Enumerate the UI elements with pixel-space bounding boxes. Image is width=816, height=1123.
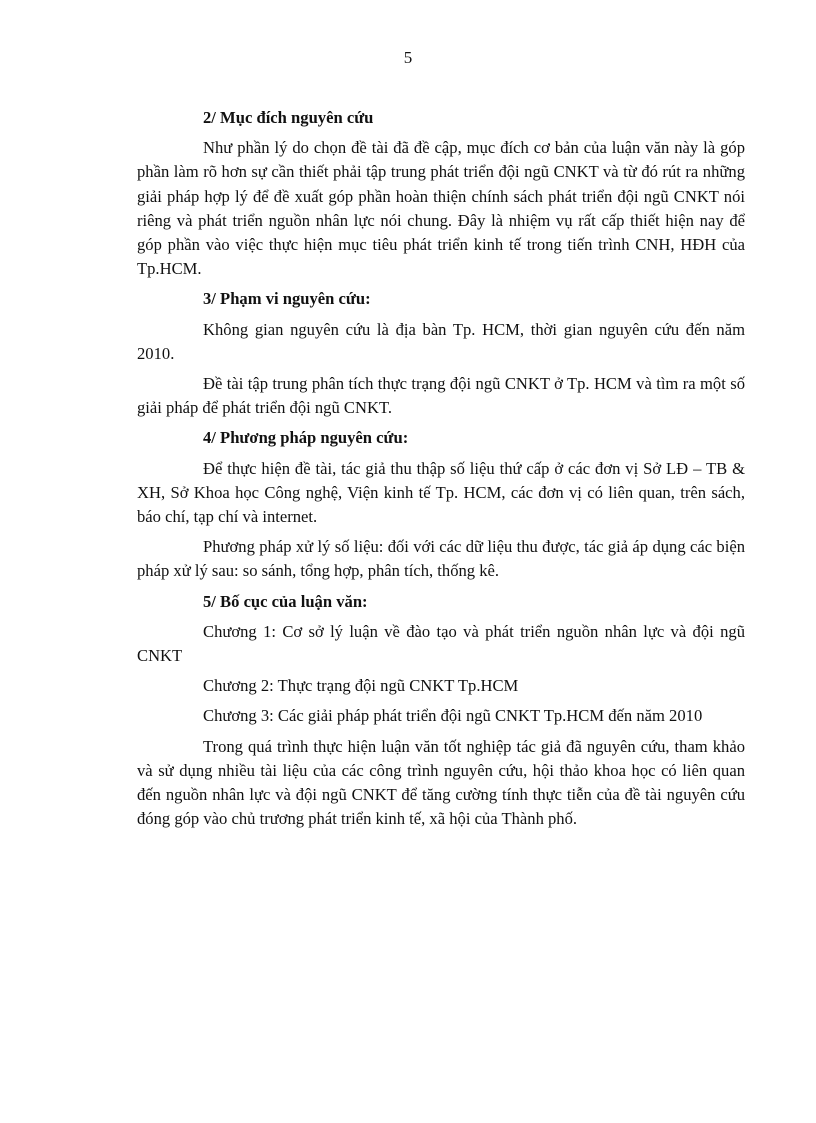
section-heading: 4/ Phương pháp nguyên cứu: (203, 428, 409, 448)
section-heading: 5/ Bố cục của luận văn: (203, 591, 368, 611)
paragraph: Phương pháp xử lý số liệu: đối với các dữ liệu thu được, tác giả áp dụng các biện pháp xử lý sau: so sánh, tổng hợp, phân tích, thống kê. (137, 537, 745, 581)
paragraph: Như phần lý do chọn đề tài đã đề cập, mục đích cơ bản của luận văn này là góp phần làm rõ hơn sự cần thiết phải tập trung phát triển đội ngũ CNKT và từ đó rút ra những giải pháp hợp lý để đề xuất góp phần hoàn thiện chính sách phát triển đội ngũ CNKT nói riêng và phát triển nguồn nhân lực nói chung. Đây là nhiệm vụ rất cấp thiết hiện nay để góp phần vào việc thực hiện mục tiêu phát triển kinh tế trong tiến trình CNH, HĐH của Tp.HCM. (137, 138, 745, 279)
paragraph: Để thực hiện đề tài, tác giả thu thập số liệu thứ cấp ở các đơn vị Sở LĐ – TB & XH, Sở Khoa học Công nghệ, Viện kinh tế Tp. HCM, các đơn vị có liên quan, trên sách, báo chí, tạp chí và internet. (137, 458, 745, 527)
paragraph: Không gian nguyên cứu là địa bàn Tp. HCM, thời gian nguyên cứu đến năm 2010. (137, 319, 745, 363)
section-heading: 2/ Mục đích nguyên cứu (203, 108, 374, 127)
paragraph: Chương 3: Các giải pháp phát triển đội ngũ CNKT Tp.HCM đến năm 2010 (203, 706, 703, 726)
page-number: 5 (403, 48, 413, 67)
paragraph: Trong quá trình thực hiện luận văn tốt nghiệp tác giả đã nguyên cứu, tham khảo và sử dụng nhiều tài liệu của các công trình nguyên cứu, hội thảo khoa học có liên quan đến nguồn nhân lực và đội ngũ CNKT để tăng cường tính thực tiễn của đề tài nguyên cứu đóng góp vào chủ trương phát triển kinh tế, xã hội của Thành phố. (137, 736, 745, 829)
paragraph: Đề tài tập trung phân tích thực trạng đội ngũ CNKT ở Tp. HCM và tìm ra một số giải pháp để phát triển đội ngũ CNKT. (137, 374, 745, 418)
section-heading: 3/ Phạm vi nguyên cứu: (203, 289, 371, 309)
section-purpose (137, 106, 745, 281)
section-structure (137, 590, 745, 832)
document-body (137, 106, 745, 837)
section-methodology (137, 426, 745, 583)
paragraph: Chương 2: Thực trạng đội ngũ CNKT Tp.HCM (203, 676, 519, 696)
section-scope (137, 287, 745, 420)
paragraph: Chương 1: Cơ sở lý luận về đào tạo và phát triển nguồn nhân lực và đội ngũ CNKT (137, 621, 745, 666)
